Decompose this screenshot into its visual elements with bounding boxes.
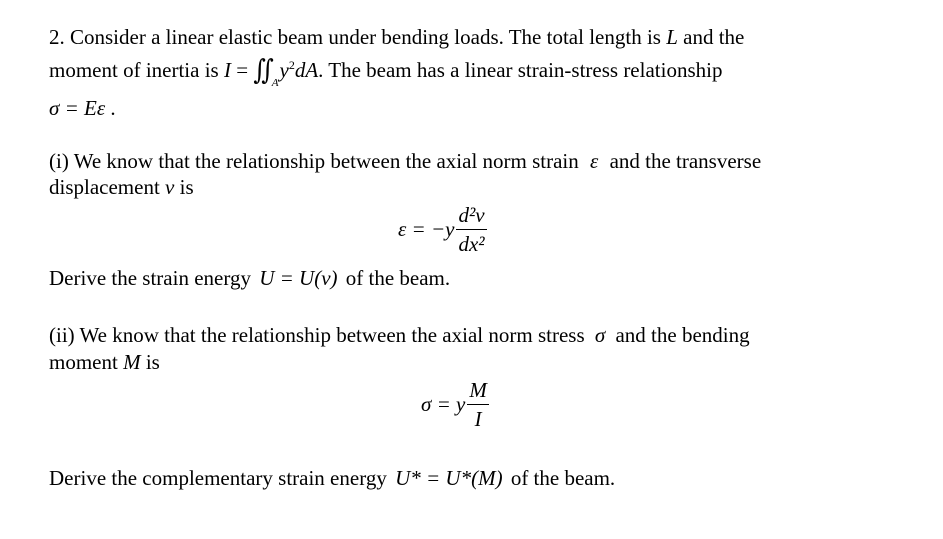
- length-symbol: L: [666, 25, 678, 49]
- problem-line-3: [49, 95, 116, 121]
- constitutive-period: .: [110, 96, 116, 120]
- inertia-symbol: I: [223, 58, 231, 82]
- displacement-symbol: v: [165, 175, 175, 199]
- part2-text: (ii) We know that the relationship between the axial norm stress: [49, 323, 585, 347]
- moment-symbol: M: [123, 350, 141, 374]
- strain-symbol: ε: [590, 149, 599, 173]
- stress-moment-equation: [421, 378, 489, 431]
- part2-text-2: moment: [49, 350, 118, 374]
- fraction-numerator: d²v: [456, 203, 486, 230]
- problem-line-2: [49, 57, 722, 87]
- derive-end: of the beam.: [345, 266, 451, 290]
- equals-sign: =: [236, 58, 249, 82]
- part2-text-end: and the bending: [615, 323, 750, 347]
- derive-text: Derive the complementary strain energy: [49, 466, 387, 490]
- fraction-denominator: I: [474, 407, 482, 431]
- equation-lhs: σ = y: [421, 392, 466, 416]
- equation-lhs: ε = −y: [398, 217, 455, 241]
- part1-derive: [49, 265, 450, 291]
- part2-derive: [49, 465, 615, 491]
- part2-line-1: [49, 322, 750, 348]
- problem-text-end: and the: [683, 25, 745, 49]
- inertia-intro: moment of inertia is: [49, 58, 219, 82]
- part1-text-2: displacement: [49, 175, 160, 199]
- complementary-energy-expr: U* = U*(M): [395, 466, 503, 490]
- constitutive-relation: σ = Eε: [49, 96, 106, 120]
- integrand-var: y: [279, 58, 289, 82]
- integrand-tail: dA: [294, 58, 319, 82]
- part1-line-1: [49, 148, 761, 174]
- part2-line-2: [49, 349, 160, 375]
- integral-domain: A: [271, 77, 279, 89]
- integrand-power: 2: [288, 58, 295, 72]
- problem-line-1: [49, 24, 744, 50]
- part1-text-end: and the transverse: [609, 149, 762, 173]
- fraction: [456, 203, 486, 256]
- derive-end: of the beam.: [510, 466, 616, 490]
- fraction-denominator: dx²: [458, 232, 485, 256]
- stress-symbol: σ: [594, 323, 606, 347]
- fraction: [467, 378, 489, 431]
- double-integral-icon: ∬: [253, 56, 268, 86]
- fraction-numerator: M: [467, 378, 489, 405]
- derive-text: Derive the strain energy: [49, 266, 251, 290]
- strain-displacement-equation: [398, 203, 487, 256]
- problem-text: 2. Consider a linear elastic beam under bending loads. The total length is: [49, 25, 661, 49]
- part1-line-2: [49, 174, 194, 200]
- strain-energy-expr: U = U(v): [259, 266, 338, 290]
- part1-text: (i) We know that the relationship between the axial norm strain: [49, 149, 579, 173]
- problem-line-2-end: . The beam has a linear strain-stress relationship: [318, 58, 723, 82]
- part2-text-2-end: is: [145, 350, 160, 374]
- part1-text-2-end: is: [179, 175, 194, 199]
